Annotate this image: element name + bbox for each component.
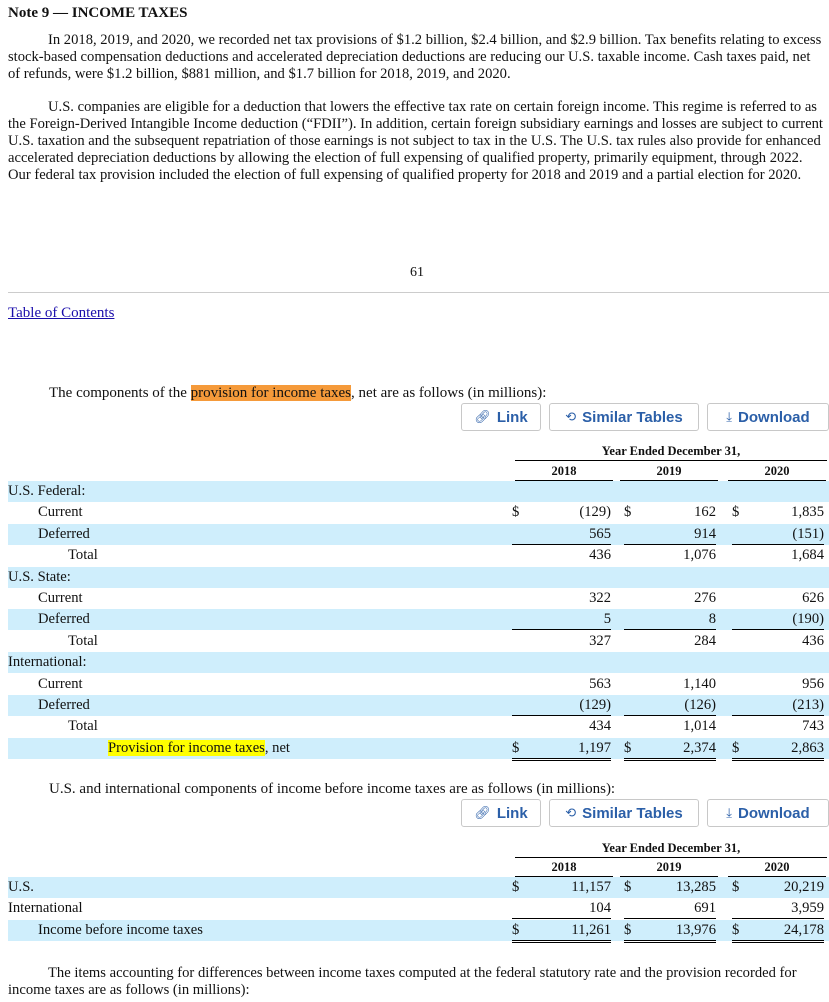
table1-value: 1,684 bbox=[791, 547, 824, 564]
table1-value: 565 bbox=[589, 525, 611, 542]
table1-header-title: Year Ended December 31, bbox=[601, 444, 741, 458]
currency-symbol: $ bbox=[624, 921, 632, 938]
table2-value: 13,976 bbox=[675, 921, 716, 938]
table2-value-cell bbox=[512, 898, 611, 919]
table1-total-label-suffix: , net bbox=[264, 739, 290, 756]
table1-value-cell bbox=[732, 524, 824, 545]
table1-value-cell bbox=[624, 609, 716, 630]
table2-row-label: Income before income taxes bbox=[38, 921, 203, 938]
table1-intro-after: , net are as follows (in millions): bbox=[351, 385, 547, 401]
download-icon: ⤓ bbox=[726, 409, 733, 424]
table2-value: 691 bbox=[694, 900, 716, 917]
table1-value: 276 bbox=[694, 590, 716, 606]
table1-value: 956 bbox=[802, 675, 824, 692]
table1-value-cell bbox=[732, 716, 824, 736]
currency-symbol: $ bbox=[732, 921, 740, 938]
table1-year-2020: 2020 bbox=[764, 464, 790, 478]
table1-download-label: Download bbox=[738, 408, 810, 426]
table1-value-cell bbox=[732, 695, 824, 716]
table1-value: 162 bbox=[694, 504, 716, 521]
table1-row-label: Deferred bbox=[38, 697, 90, 713]
currency-symbol: $ bbox=[624, 879, 632, 895]
table1-value: 2,863 bbox=[791, 739, 824, 756]
table1-value: 1,835 bbox=[791, 504, 824, 521]
paragraph-1-text: In 2018, 2019, and 2020, we recorded net tax provisions of $1.2 billion, $2.4 billion, and $2.9 billion. Tax benefits relating to excess stock-based compensation deductions and accelerated depreciation deductions are reducing our U.S. taxable income. Cash taxes paid, net of refunds, were $1.2 billion, $881 million, and $1.7 billion for 2018, 2019, and 2020. bbox=[8, 32, 822, 82]
currency-symbol: $ bbox=[512, 879, 520, 895]
table1-similar-label: Similar Tables bbox=[582, 408, 683, 426]
paragraph-2 bbox=[8, 99, 826, 184]
table1-row-label: Current bbox=[38, 675, 83, 692]
table1-value: 436 bbox=[589, 547, 611, 564]
table1-value: 626 bbox=[802, 590, 824, 606]
table2-header-title: Year Ended December 31, bbox=[601, 841, 741, 855]
table1-value: (129) bbox=[579, 504, 611, 521]
table1-value-cell bbox=[624, 502, 716, 522]
table1-value: 2,374 bbox=[683, 739, 716, 756]
table1-intro-before: The components of the bbox=[49, 385, 191, 401]
table1-value: (126) bbox=[684, 697, 716, 713]
history-icon: ⟲ bbox=[565, 409, 577, 424]
history-icon: ⟲ bbox=[565, 805, 577, 820]
link-icon: 🔗︎ bbox=[474, 409, 491, 424]
table1-value-cell bbox=[624, 524, 716, 545]
table1-row-label: Total bbox=[68, 718, 98, 735]
table1-value: 1,140 bbox=[683, 675, 716, 692]
table1-value: 436 bbox=[802, 632, 824, 649]
table1-row-band bbox=[8, 652, 829, 673]
table1-intro-highlight: provision for income taxes bbox=[190, 385, 352, 401]
paragraph-2-text: U.S. companies are eligible for a deduction that lowers the effective tax rate on certain foreign income. This regime is referred to as the Foreign-Derived Intangible Income deduction (“FDII”). In addition, certain foreign subsidiary earnings and losses are subject to current U.S. taxation and the subsequent repatriation of those earnings is not subject to tax in the U.S. The U.S. tax rules also provide for enhanced accelerated depreciation deductions by allowing the election of full expensing of qualified property, primarily equipment, through 2022. Our federal tax provision included the election of full expensing of qualified property for 2018 and 2019 and a partial election for 2020. bbox=[8, 99, 823, 183]
table1-row-label: Deferred bbox=[38, 611, 90, 628]
table1-value-cell bbox=[624, 588, 716, 608]
footer-paragraph bbox=[8, 965, 826, 999]
table1-value: 327 bbox=[589, 632, 611, 649]
table2-similar-tables-button[interactable] bbox=[549, 799, 699, 827]
table1-value-cell bbox=[512, 716, 611, 736]
table2-value-cell bbox=[624, 898, 716, 919]
table1-value: 5 bbox=[603, 611, 611, 628]
table2-value-cell bbox=[512, 920, 611, 943]
table1-value-cell bbox=[512, 545, 611, 565]
table1-row-label: Current bbox=[38, 504, 83, 521]
table1-value-cell bbox=[512, 524, 611, 545]
table1-value-cell bbox=[512, 674, 611, 694]
table1-value-cell bbox=[624, 738, 716, 761]
table1-value-cell bbox=[512, 588, 611, 608]
table1-value: 1,197 bbox=[578, 739, 611, 756]
table2-value-cell bbox=[732, 920, 824, 943]
table1-row-label: U.S. Federal: bbox=[8, 483, 86, 499]
table1-row-band bbox=[8, 481, 829, 502]
table1-value-cell bbox=[624, 674, 716, 694]
table2-row-label: International bbox=[8, 900, 83, 917]
table2-header-rule bbox=[515, 857, 827, 858]
table1-value: 563 bbox=[589, 675, 611, 692]
table2-value: 20,219 bbox=[783, 879, 824, 895]
table1-value: (213) bbox=[792, 697, 824, 713]
table1-row-label: Current bbox=[38, 590, 83, 606]
table1-value: 322 bbox=[589, 590, 611, 606]
currency-symbol: $ bbox=[624, 504, 632, 521]
table2-similar-label: Similar Tables bbox=[582, 804, 683, 822]
table2-value-cell bbox=[732, 898, 824, 919]
table1-value: 743 bbox=[802, 718, 824, 735]
table1-value: 8 bbox=[708, 611, 716, 628]
table1-value-cell bbox=[732, 674, 824, 694]
currency-symbol: $ bbox=[732, 739, 740, 756]
table1-value-cell bbox=[512, 631, 611, 651]
table1-similar-tables-button[interactable] bbox=[549, 403, 699, 431]
table1-value-cell bbox=[624, 695, 716, 716]
note-heading: Note 9 — INCOME TAXES bbox=[8, 5, 188, 21]
table1-total-label-highlight: Provision for income taxes bbox=[108, 739, 265, 756]
table2-download-label: Download bbox=[738, 804, 810, 822]
currency-symbol: $ bbox=[512, 739, 520, 756]
table1-value: (129) bbox=[579, 697, 611, 713]
currency-symbol: $ bbox=[624, 739, 632, 756]
table1-row-label: Deferred bbox=[38, 525, 90, 542]
table2-link-label: Link bbox=[496, 804, 528, 822]
table1-row-label: Total bbox=[68, 547, 98, 564]
download-icon: ⤓ bbox=[726, 805, 733, 820]
table2-value: 3,959 bbox=[791, 900, 824, 917]
table1-value-cell bbox=[732, 502, 824, 522]
table1-value: 1,014 bbox=[683, 718, 716, 735]
table1-value-cell bbox=[512, 738, 611, 761]
table1-value: 914 bbox=[694, 525, 716, 542]
table2-download-button[interactable] bbox=[707, 799, 829, 827]
table1-value: (190) bbox=[792, 611, 824, 628]
table-of-contents-link[interactable]: Table of Contents bbox=[8, 305, 115, 321]
page-divider bbox=[8, 292, 829, 293]
table2-year-2018: 2018 bbox=[551, 860, 577, 874]
table1-row-label bbox=[108, 738, 290, 759]
table1-intro bbox=[49, 385, 546, 402]
table2-value: 104 bbox=[589, 900, 611, 917]
table1-value-cell bbox=[512, 695, 611, 716]
table2-value: 13,285 bbox=[675, 879, 716, 895]
footer-paragraph-text: The items accounting for differences between income taxes computed at the federal statutory rate and the provision recorded for income taxes are as follows (in millions): bbox=[8, 965, 797, 998]
table2-value: 24,178 bbox=[783, 921, 824, 938]
table1-year-2019: 2019 bbox=[656, 464, 682, 478]
table1-value-cell bbox=[732, 588, 824, 608]
table1-value-cell bbox=[732, 609, 824, 630]
currency-symbol: $ bbox=[512, 921, 520, 938]
table1-header-rule bbox=[515, 460, 827, 461]
table1-value-cell bbox=[624, 545, 716, 565]
table1-row-label: Total bbox=[68, 632, 98, 649]
table2-row-label: U.S. bbox=[8, 879, 34, 895]
table1-row-band bbox=[8, 567, 829, 588]
table1-value: 1,076 bbox=[683, 547, 716, 564]
table1-link-button[interactable] bbox=[461, 403, 541, 431]
currency-symbol: $ bbox=[732, 879, 740, 895]
table1-value: 434 bbox=[589, 718, 611, 735]
table2-value-cell bbox=[512, 877, 611, 897]
paragraph-1 bbox=[8, 32, 826, 83]
table2-link-button[interactable] bbox=[461, 799, 541, 827]
table2-value: 11,157 bbox=[571, 879, 611, 895]
table1-download-button[interactable] bbox=[707, 403, 829, 431]
table2-intro: U.S. and international components of income before income taxes are as follows (in millions): bbox=[49, 781, 616, 797]
table2-value-cell bbox=[624, 877, 716, 897]
currency-symbol: $ bbox=[732, 504, 740, 521]
table1-row-label: International: bbox=[8, 654, 87, 671]
table1-value-cell bbox=[624, 631, 716, 651]
table1-row-label: U.S. State: bbox=[8, 568, 71, 585]
table2-value-cell bbox=[624, 920, 716, 943]
table1-value: (151) bbox=[792, 525, 824, 542]
table2-year-2019: 2019 bbox=[656, 860, 682, 874]
table1-link-label: Link bbox=[496, 408, 528, 426]
table1-value-cell bbox=[732, 738, 824, 761]
table1-value-cell bbox=[732, 631, 824, 651]
table2-value: 11,261 bbox=[571, 921, 611, 938]
table1-value-cell bbox=[512, 609, 611, 630]
table1-value-cell bbox=[732, 545, 824, 565]
link-icon: 🔗︎ bbox=[474, 805, 491, 820]
currency-symbol: $ bbox=[512, 504, 520, 521]
table1-year-2018: 2018 bbox=[551, 464, 577, 478]
table2-value-cell bbox=[732, 877, 824, 897]
table1-value-cell bbox=[512, 502, 611, 522]
table2-year-2020: 2020 bbox=[764, 860, 790, 874]
table1-value-cell bbox=[624, 716, 716, 736]
table1-value: 284 bbox=[694, 632, 716, 649]
page-number: 61 bbox=[410, 265, 424, 280]
